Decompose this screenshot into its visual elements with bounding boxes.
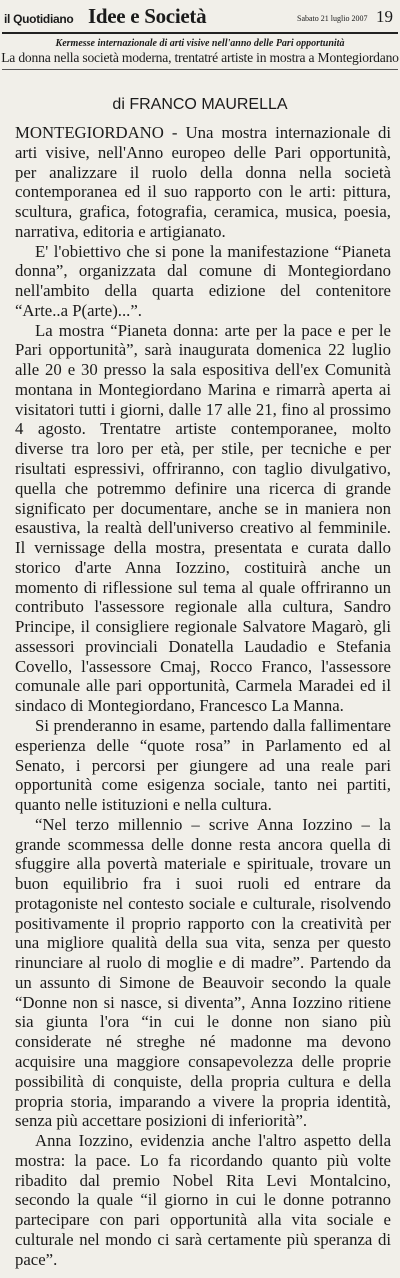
article-paragraph: La mostra “Pianeta donna: arte per la pace e per le Pari opportunità”, sarà inaugurata domenica 22 luglio alle 20 e 30 presso la sala espositiva dell'ex Comunità montana in Montegiordano Marina e rimarrà aperta ai visitatori tutti i giorni, dalle 17 alle 21, fino al prossimo 4 agosto. Trentatre artiste contemporanee, molto diverse tra loro per età, per stile, per tecniche e per risultati espressivi, offriranno, con taglio divulgativo, quella che potremmo definire una ricerca di grande significato per documentare, anche se in maniera non esaustiva, la realtà dell'universo creativo al femminile. Il vernissage della mostra, presentata e curata dallo storico d'arte Anna Iozzino, costituirà anche un momento di riflessione sul tema al quale offriranno un contributo l'assessore regionale alla cultura, Sandro Principe, il consigliere regionale Salvatore Magarò, gli assessori provinciali Donatella Laudadio e Stefania Covello, l'assessore Cmaj, Rocco Franco, l'assessore comunale alle pari opportunità, Carmela Maradei ed il sindaco di Montegiordano, Francesco La Manna.: [15, 320, 391, 716]
article-kicker: Kermesse internazionale di arti visive nell'anno delle Pari opportunità: [55, 38, 345, 49]
article-byline: di FRANCO MAURELLA: [112, 96, 288, 113]
article-paragraph: Si prenderanno in esame, partendo dalla fallimentare esperienza delle “quote rosa” in Parlamento ed al Senato, i percorsi per giungere ad una reale pari opportunità come esigenza sociale, tanto nei partiti, quanto nelle istituzioni e nella cultura.: [15, 715, 391, 815]
headline-rule: [2, 69, 398, 70]
newspaper-name: il Quotidiano: [4, 12, 74, 26]
section-title: Idee e Società: [88, 4, 207, 28]
page-number: 19: [376, 7, 393, 26]
article-body: [15, 123, 391, 1269]
article-headline: La donna nella società moderna, trentatré artiste in mostra a Montegiordano: [1, 50, 399, 65]
article-paragraph: Anna Iozzino, evidenzia anche l'altro aspetto della mostra: la pace. Lo fa ricordando quanto più volte ribadito dal premio Nobel Rita Levi Montalcino, secondo la quale “il giorno in cui le donne potranno partecipare con pari opportunità alla vita sociale e culturale nel mondo ci sarà certamente più speranza di pace”.: [15, 1131, 391, 1269]
masthead-rule: [2, 32, 398, 34]
issue-date: Sabato 21 luglio 2007: [297, 14, 368, 23]
masthead: [4, 4, 396, 32]
article-paragraph: “Nel terzo millennio – scrive Anna Iozzino – la grande scommessa delle donne resta ancora quella di sfuggire alla povertà materiale e spirituale, trovare un buon equilibrio fra i suoi ruoli ed entrare da protagoniste nel contesto sociale e culturale, risolvendo positivamente il proprio rapporto con la creatività per una migliore qualità della sua vita, senza per questo rinunciare al ruolo di moglie e di madre”. Partendo da un assunto di Simone de Beauvoir secondo la quale “Donne non si nasce, si diventa”, Anna Iozzino ritiene sia giunta l'ora “in cui le donne non siano più considerate né streghe né madonne ma devono acquisire una maggiore consapevolezza delle proprie possibilità di conquiste, della propria cultura e della propria storia, imparando a vivere la propria identità, senza più accettare posizioni di inferiorità”.: [15, 814, 391, 1131]
article-paragraph: E' l'obiettivo che si pone la manifestazione “Pianeta donna”, organizzata dal comune di Montegiordano nell'ambito della quarta edizione del contenitore “Arte..a P(arte)...”.: [15, 241, 391, 320]
article-paragraph: MONTEGIORDANO - Una mostra internazionale di arti visive, nell'Anno europeo delle Pari opportunità, per analizzare il ruolo della donna nella società contemporanea ed il suo rapporto con le arti: pittura, scultura, grafica, fotografia, ceramica, musica, poesia, narrativa, editoria e artigianato.: [15, 123, 391, 241]
